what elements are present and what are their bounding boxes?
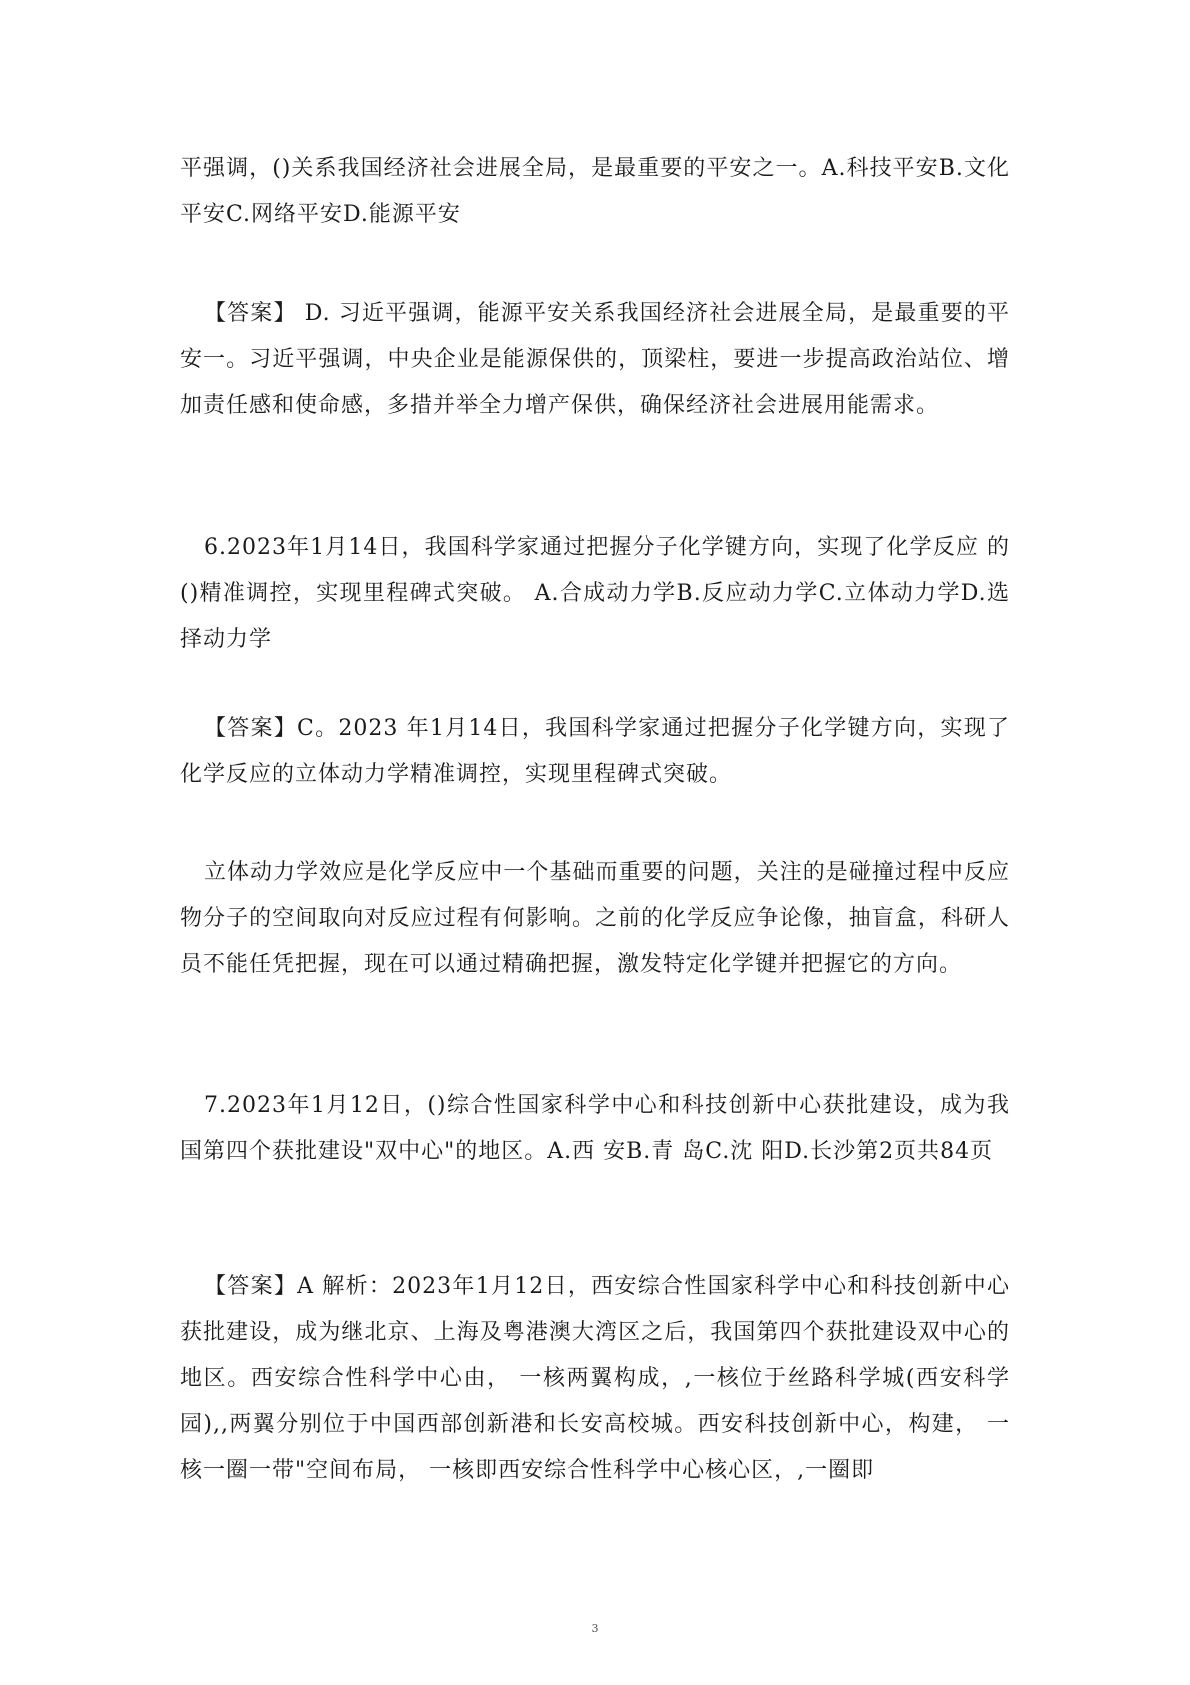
question-6-text: 6.2023年1月14日，我国科学家通过把握分子化学键方向，实现了化学反应 的()精准调控，实现里程碑式突破。 A.合成动力学B.反应动力学C.立体动力学D.选择动力学 bbox=[180, 535, 1010, 652]
explanation-6-text: 立体动力学效应是化学反应中一个基础而重要的问题，关注的是碰撞过程中反应物分子的空间取向对反应过程有何影响。之前的化学反应争论像，抽盲盒，科研人员不能任凭把握，现在可以通过精确把握，激发特定化学键并把握它的方向。 bbox=[180, 860, 1010, 977]
question-5-text: 平强调，()关系我国经济社会进展全局，是最重要的平安之一。A.科技平安B.文化平安C.网络平安D.能源平安 bbox=[180, 156, 1010, 227]
answer-7-text: 【答案】A 解析：2023年1月12日，西安综合性国家科学中心和科技创新中心获批建设，成为继北京、上海及粤港澳大湾区之后，我国第四个获批建设双中心的地区。西安综合性科学中心由， 一核两翼构成，,一核位于丝路科学城(西安科学园),,两翼分别位于中国西部创新港和长安高校城。西安科技创新中心，构建， 一核一圈一带"空间布局， 一核即西安综合性科学中心核心区，,一圈即 bbox=[180, 1274, 1010, 1483]
answer-6-text: 【答案】C。2023 年1月14日，我国科学家通过把握分子化学键方向，实现了化学反应的立体动力学精准调控，实现里程碑式突破。 bbox=[180, 716, 1010, 787]
answer-5-text: 【答案】 D. 习近平强调，能源平安关系我国经济社会进展全局，是最重要的平安一。习近平强调，中央企业是能源保供的，顶梁柱，要进一步提高政治站位、增加责任感和使命感，多措并举全力增产保供，确保经济社会进展用能需求。 bbox=[180, 301, 1010, 418]
question-7-text: 7.2023年1月12日，()综合性国家科学中心和科技创新中心获批建设，成为我国第四个获批建设"双中心"的地区。A.西 安B.青 岛C.沈 阳D.长沙第2页共84页 bbox=[180, 1093, 1010, 1164]
page-number: 3 bbox=[591, 1622, 599, 1635]
